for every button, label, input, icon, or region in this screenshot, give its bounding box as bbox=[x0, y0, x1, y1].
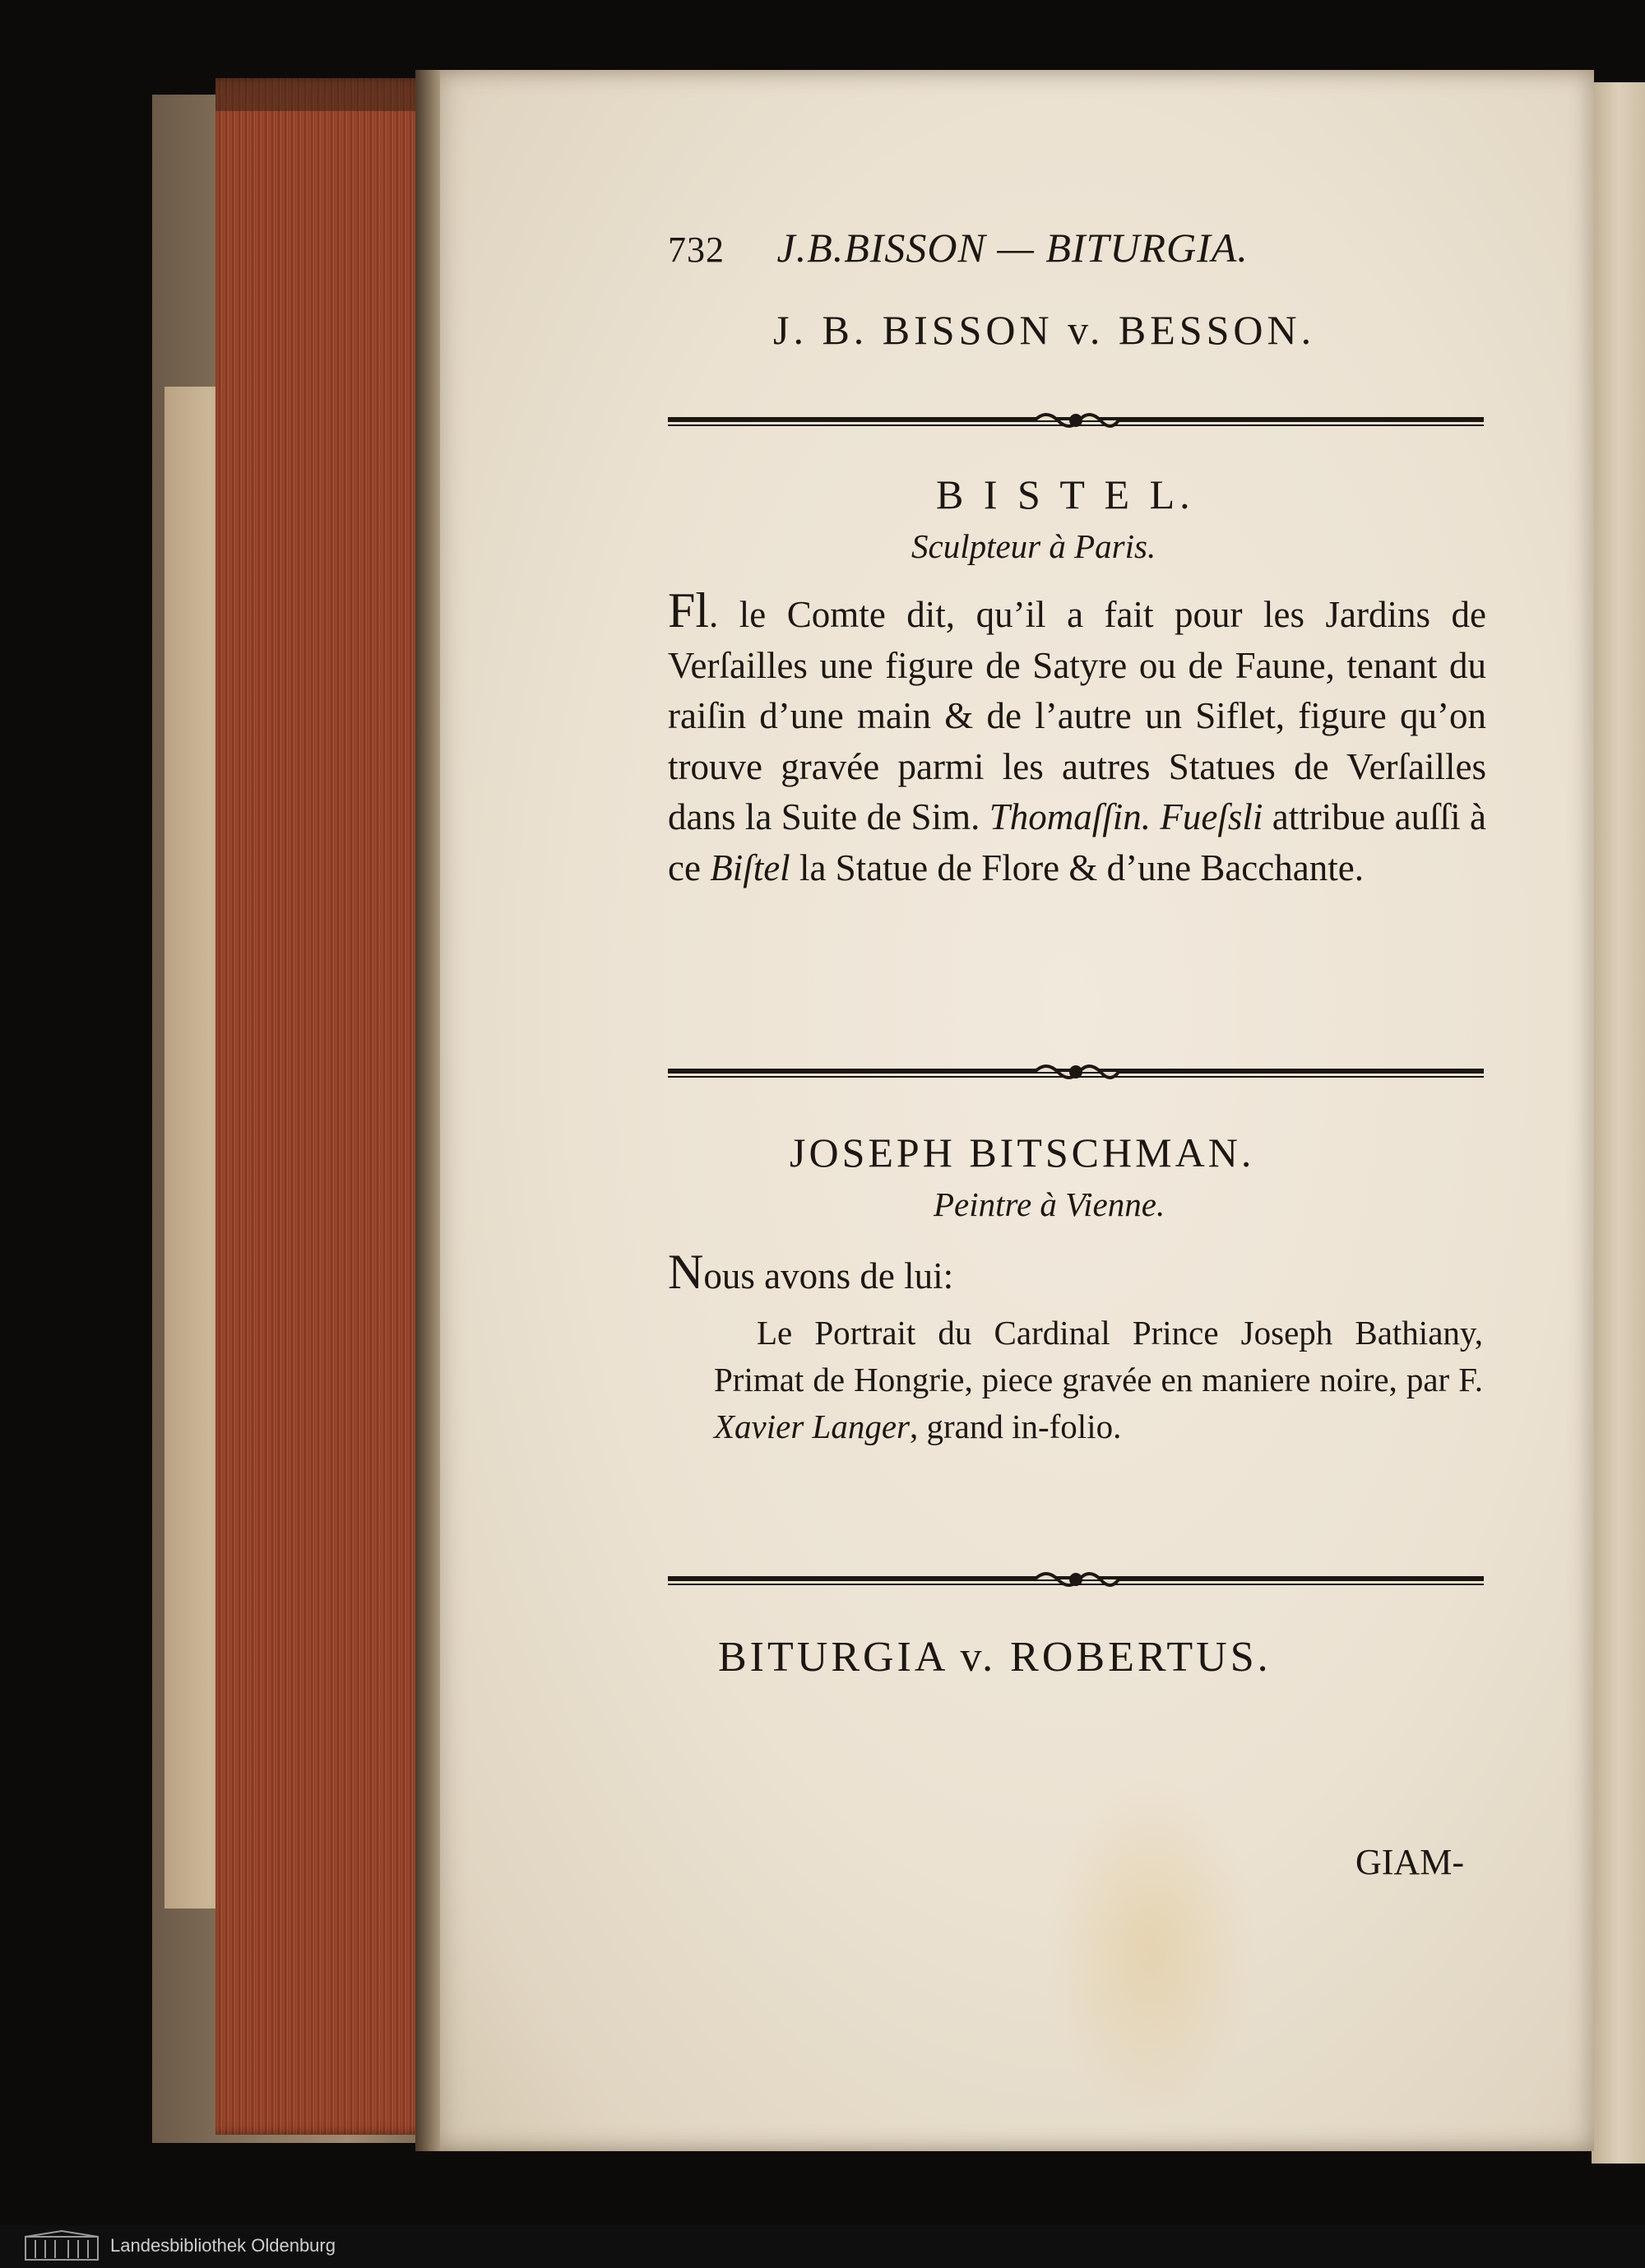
entry-heading: B I S T E L. bbox=[936, 471, 1195, 517]
page-edges bbox=[215, 78, 429, 2135]
page-number: 732 bbox=[668, 230, 725, 270]
foxing-stain bbox=[1045, 1777, 1258, 2122]
entry-heading: BITURGIA v. ROBERTUS. bbox=[718, 1634, 1272, 1681]
catchword: GIAM- bbox=[1355, 1842, 1464, 1882]
facing-page bbox=[1592, 82, 1645, 2164]
entry-paragraph: Fl. le Comte dit, qu’il a fait pour les Jardins de Verſailles une figure de Satyre ou de Faune, tenant du raiſin d’une main & de l’autre un Siflet, figure qu’on trouve gravée parmi les autres Statues de Verſailles dans la Suite de Sim. Thomaſſin. Fueſsli attribue auſſi à ce Biſtel la Statue de Flore & d’une Bacchante. bbox=[668, 583, 1486, 888]
entry-subheading: Peintre à Vienne. bbox=[934, 1185, 1165, 1223]
page-edges-top bbox=[215, 78, 429, 111]
ornamental-rule bbox=[668, 1060, 1484, 1084]
dropcap: Fl bbox=[668, 583, 710, 638]
entry-item: Le Portrait du Cardinal Prince Joseph Bathiany, Primat de Hongrie, piece gravée en maniere noire, par F. Xavier Langer, grand in-folio. bbox=[714, 1314, 1483, 1445]
library-name: Landesbibliothek Oldenburg bbox=[110, 2235, 336, 2256]
library-logo-icon bbox=[21, 2230, 103, 2263]
ornamental-rule bbox=[668, 408, 1484, 433]
ornamental-rule bbox=[668, 1567, 1484, 1592]
running-head bbox=[668, 224, 1249, 271]
running-title: J.B.BISSON — BITURGIA. bbox=[776, 225, 1249, 271]
entry-subheading: Sculpteur à Paris. bbox=[911, 527, 1156, 565]
entry-intro: Nous avons de lui: bbox=[668, 1245, 954, 1299]
gutter-shadow bbox=[415, 70, 440, 2151]
entry-heading: JOSEPH BITSCHMAN. bbox=[790, 1129, 1255, 1176]
entry-heading: J. B. BISSON v. BESSON. bbox=[773, 307, 1316, 353]
book-page bbox=[426, 70, 1594, 2151]
